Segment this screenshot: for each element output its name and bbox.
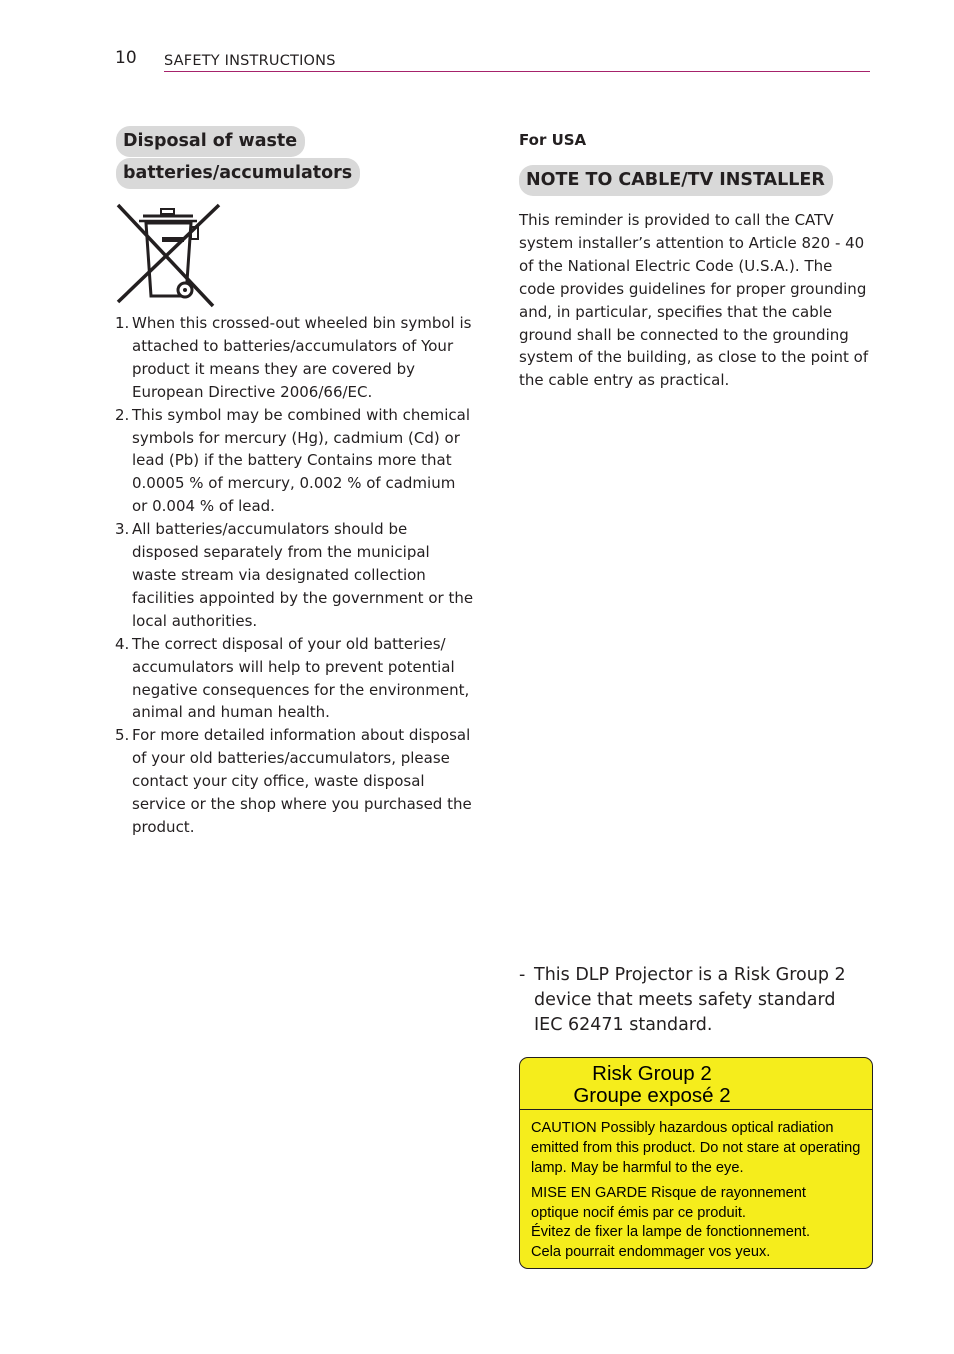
dlp-risk-statement: [519, 963, 869, 1038]
list-item-number: 1.: [115, 314, 130, 332]
header-divider: [164, 71, 870, 72]
disposal-heading-line2: batteries/accumulators: [116, 158, 360, 189]
dlp-risk-text: This DLP Projector is a Risk Group 2 device that meets safety standard IEC 62471 standard.: [534, 965, 846, 1035]
list-item-number: 5.: [115, 726, 130, 745]
cable-installer-heading-text: NOTE TO CABLE/TV INSTALLER: [519, 165, 833, 196]
list-item: [115, 312, 475, 404]
mise-line: MISE EN GARDE Risque de rayonnement: [531, 1185, 806, 1201]
list-item-text: This symbol may be combined with chemical symbols for mercury (Hg), cadmium (Cd) or lead (Pb) if the battery Contains more that 0.0005 % of mercury, 0.002 % of cadmium or 0.004 % of lead.: [132, 405, 471, 516]
list-item-number: 2.: [115, 405, 130, 424]
disposal-heading: [116, 126, 305, 157]
risk-group-label: [519, 1057, 873, 1269]
mise-line: optique nocif émis par ce produit.: [531, 1204, 746, 1221]
label-divider: [520, 1109, 872, 1110]
cable-installer-heading: [519, 165, 833, 196]
risk-group-title-fr: Groupe exposé 2: [573, 1084, 731, 1107]
disposal-heading-2: [116, 158, 360, 189]
mise-line: Évitez de fixer la lampe de fonctionnement.: [531, 1224, 811, 1240]
mise-en-garde-text: [531, 1184, 871, 1262]
list-item: [115, 633, 475, 725]
disposal-heading-line1: Disposal of waste: [116, 126, 305, 157]
list-item: [115, 404, 475, 519]
list-item: [115, 518, 475, 633]
caution-text: CAUTION Possibly hazardous optical radiation emitted from this product. Do not stare at operating lamp. May be harmful to the eye.: [531, 1120, 861, 1176]
list-item: [115, 724, 475, 839]
list-item-text: The correct disposal of your old batteries/ accumulators will help to prevent potential negative consequences for the environment, animal and human health.: [132, 634, 470, 722]
crossed-out-wheeled-bin-icon: [115, 202, 223, 308]
for-usa-label: For USA: [519, 131, 587, 149]
list-item-number: 4.: [115, 634, 130, 653]
list-item-text: For more detailed information about disposal of your old batteries/accumulators, please contact your city office, waste disposal service or the shop where you purchased the product.: [132, 726, 472, 836]
list-item-number: 3.: [115, 520, 130, 539]
risk-group-title: [520, 1063, 784, 1107]
list-item-text: When this crossed-out wheeled bin symbol is attached to batteries/accumulators of Your product it means they are covered by European Directive 2006/66/EC.: [132, 314, 472, 401]
risk-group-title-en: Risk Group 2: [592, 1062, 712, 1085]
bullet-dash: -: [519, 965, 526, 985]
cable-installer-body: This reminder is provided to call the CATV system installer’s attention to Article 820 - 40 of the National Electric Code (U.S.A.). The code provides guidelines for proper grounding and, in particular, specifies that the cable ground shall be connected to the grounding system of the building, as close to the point of the cable entry as practical.: [519, 211, 869, 390]
section-title: SAFETY INSTRUCTIONS: [164, 53, 336, 69]
list-item-text: All batteries/accumulators should be disposed separately from the municipal waste stream via designated collection facilities appointed by the government or the local authorities.: [132, 520, 474, 630]
disposal-list: [115, 312, 475, 839]
page-number: 10: [115, 48, 137, 68]
mise-line: Cela pourrait endommager vos yeux.: [531, 1243, 771, 1260]
